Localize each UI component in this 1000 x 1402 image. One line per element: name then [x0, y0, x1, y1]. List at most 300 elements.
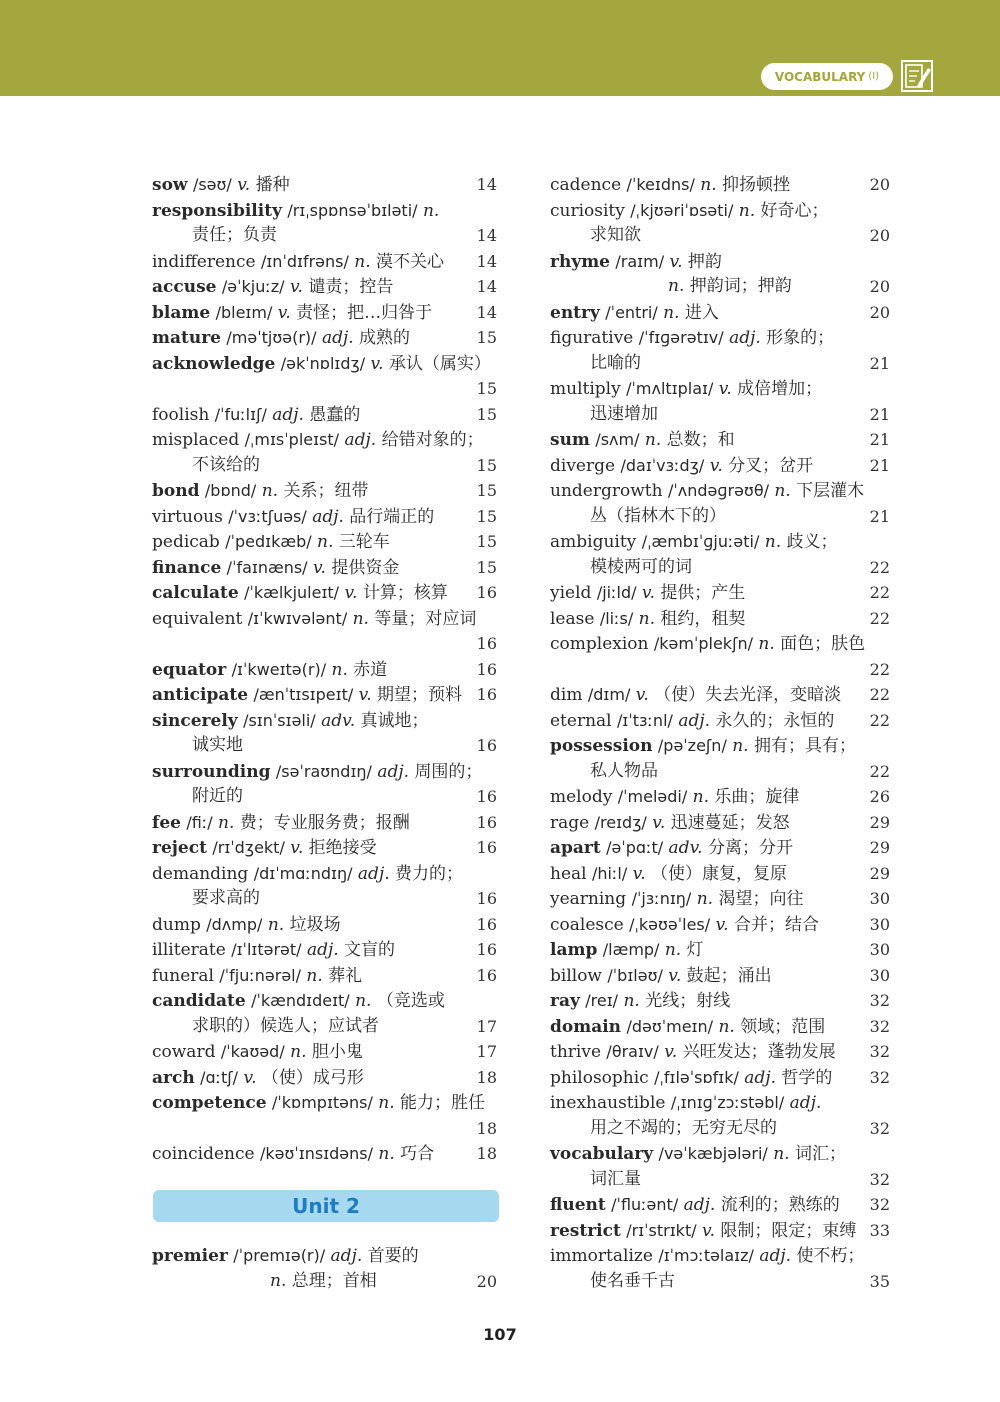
headword: billow: [550, 965, 602, 986]
phonetic: /əˈkjuːz/: [221, 277, 285, 296]
entry-continuation: [550, 351, 890, 377]
definition: 首要的: [367, 1246, 419, 1266]
entry-blame: [152, 300, 497, 326]
phonetic: /sɪnˈsɪəli/: [243, 710, 316, 730]
page-ref: 32: [869, 1067, 890, 1087]
page-ref: 21: [869, 353, 890, 373]
entry-continuation: [550, 1269, 890, 1295]
headword: inexhaustible: [550, 1093, 666, 1113]
page-ref: 26: [869, 787, 890, 806]
right-column: [550, 172, 890, 1294]
definition: 好奇心；: [760, 200, 829, 221]
part-of-speech: n.: [218, 812, 235, 833]
definition: 模棱两可的词: [590, 556, 692, 577]
entry-mature: [152, 325, 497, 351]
headword: acknowledge: [152, 353, 276, 374]
entry-illiterate: [152, 937, 497, 963]
entry-thrive: [550, 1039, 890, 1065]
part-of-speech: v.: [358, 685, 372, 705]
phonetic: /θraɪv/: [606, 1042, 659, 1061]
headword: coward: [152, 1042, 216, 1062]
entry-yearning: [550, 886, 890, 912]
entry-diverge: [550, 453, 890, 479]
entry-continuation: [152, 631, 497, 657]
headword: calculate: [152, 583, 239, 603]
phonetic: /ɑːtʃ/: [200, 1067, 239, 1087]
part-of-speech: v.: [370, 353, 384, 374]
definition: 使不朽；: [796, 1246, 865, 1266]
page-ref: 14: [476, 277, 497, 296]
entry-anticipate: [152, 682, 497, 708]
entry-fluent: [550, 1192, 890, 1218]
headword: responsibility: [152, 200, 282, 221]
part-of-speech: adj.: [729, 328, 761, 348]
entry-continuation: [152, 1269, 497, 1295]
entry-heal: [550, 861, 890, 887]
headword: curiosity: [550, 200, 625, 221]
definition: 兴旺发达；蓬勃发展: [682, 1042, 836, 1062]
part-of-speech: adj.: [344, 430, 377, 450]
headword: melody: [550, 787, 613, 807]
page-ref: 32: [869, 1118, 890, 1138]
phonetic: /ˌkjʊəriˈɒsəti/: [630, 200, 734, 220]
phonetic: /bɒnd/: [204, 481, 257, 500]
part-of-speech: adj.: [759, 1246, 792, 1266]
entry-undergrowth: [550, 478, 890, 504]
entry-eternal: [550, 708, 890, 734]
headword: yearning: [550, 889, 627, 909]
page-ref: 20: [869, 277, 890, 296]
entry-competence: [152, 1090, 497, 1116]
headword: vocabulary: [550, 1144, 654, 1164]
phonetic: /əˈpɑːt/: [606, 838, 664, 857]
entry-figurative: [550, 325, 890, 351]
part-of-speech: v.: [702, 1220, 716, 1241]
entry-melody: [550, 784, 890, 810]
definition: 费力的；: [395, 863, 464, 884]
definition: 赤道: [353, 659, 388, 680]
headword: illiterate: [152, 940, 226, 960]
headword: coalesce: [550, 914, 624, 935]
definition: 不该给的: [192, 454, 260, 475]
phonetic: /ˈfuːlɪʃ/: [214, 404, 267, 424]
headword: undergrowth: [550, 481, 663, 501]
entry-continuation: [550, 657, 890, 683]
definition: 迅速蔓延；发怒: [670, 812, 790, 833]
entry-billow: [550, 963, 890, 989]
entry-surrounding: [152, 759, 497, 785]
page-ref: 32: [869, 1169, 890, 1189]
phonetic: /ˌɪnɪɡˈzɔːstəbl/: [670, 1093, 785, 1112]
page-ref: 22: [869, 557, 890, 577]
entry-yield: [550, 580, 890, 606]
headword: immortalize: [550, 1246, 653, 1266]
phonetic: /ˈfaɪnæns/: [226, 557, 308, 577]
headword: mature: [152, 328, 221, 348]
part-of-speech: n.: [638, 608, 655, 629]
definition: 拒绝接受: [308, 838, 377, 858]
phonetic: /məˈtjʊə(r)/: [226, 328, 317, 347]
headword: premier: [152, 1246, 228, 1266]
phonetic: /rɪˈstrɪkt/: [626, 1220, 697, 1240]
definition: 责怪；把…归咎于: [296, 302, 433, 323]
page-ref: 15: [476, 506, 497, 526]
headword: thrive: [550, 1042, 602, 1062]
definition: 永久的；永恒的: [715, 710, 835, 731]
phonetic: /ˈvɜːtʃuəs/: [228, 506, 307, 526]
headword: restrict: [550, 1220, 621, 1241]
definition: 要求高的: [192, 888, 260, 908]
page-ref: 14: [476, 175, 497, 194]
entry-sum: [550, 427, 890, 453]
headword: ray: [550, 991, 580, 1011]
part-of-speech: v.: [635, 685, 649, 705]
definition: 租约，租契: [660, 608, 746, 629]
definition: 播种: [255, 175, 290, 195]
definition: 分离；分开: [707, 838, 793, 858]
part-of-speech: n.: [355, 991, 372, 1011]
entry-calculate: [152, 580, 497, 606]
definition: 附近的: [192, 786, 243, 806]
part-of-speech: adv.: [668, 838, 703, 858]
phonetic: /ɪˈkweɪtə(r)/: [231, 659, 327, 679]
definition: 漠不关心: [376, 251, 445, 272]
definition: 成熟的: [359, 328, 411, 348]
page-ref: 17: [476, 1016, 497, 1036]
entry-virtuous: [152, 504, 497, 530]
definition: 能力；胜任: [400, 1093, 486, 1113]
part-of-speech: n.: [378, 1093, 395, 1113]
part-of-speech: v.: [669, 251, 683, 272]
entry-domain: [550, 1014, 890, 1040]
entry-complexion: [550, 631, 890, 657]
page-ref: 16: [476, 583, 497, 602]
entry-continuation: [550, 274, 890, 300]
badge-label: VOCABULARY: [774, 69, 866, 84]
part-of-speech: adj.: [683, 1195, 716, 1215]
definition: 押韵: [687, 251, 722, 272]
page-ref: 15: [476, 481, 497, 500]
definition: 提供资金: [331, 557, 400, 578]
phonetic: /ˈkeɪdns/: [626, 175, 695, 194]
entry-sow: [152, 172, 497, 198]
part-of-speech: adj.: [330, 1246, 363, 1266]
definition: 求职的）候选人；应试者: [192, 1015, 379, 1036]
entry-inexhaustible: [550, 1090, 890, 1116]
page-ref: 22: [869, 583, 890, 602]
phonetic: /ˈmelədi/: [617, 787, 688, 806]
part-of-speech: v.: [718, 379, 732, 399]
entry-misplaced: [152, 427, 497, 453]
page-ref: 18: [476, 1118, 497, 1138]
definition: （使）康复，复原: [651, 863, 788, 884]
definition: 渴望；向往: [718, 889, 804, 909]
part-of-speech: n.: [773, 1144, 790, 1164]
entry-finance: [152, 555, 497, 581]
entry-continuation: [152, 453, 497, 479]
page-ref: 15: [476, 379, 497, 398]
headword: pedicab: [152, 532, 220, 552]
entry-foolish: [152, 402, 497, 428]
page-ref: 14: [476, 251, 497, 271]
entry-fee: [152, 810, 497, 836]
headword: sow: [152, 175, 188, 195]
part-of-speech: n.: [354, 251, 371, 272]
page-ref: 15: [476, 328, 497, 347]
page-ref: 20: [869, 302, 890, 322]
entry-pedicab: [152, 529, 497, 555]
headword: surrounding: [152, 761, 271, 782]
entry-continuation: [152, 376, 497, 402]
phonetic: /ˈjɜːnɪŋ/: [631, 889, 692, 908]
definition: 光线；射线: [645, 991, 731, 1011]
phonetic: /rɪˌspɒnsəˈbɪləti/: [287, 200, 418, 220]
entry-dump: [152, 912, 497, 938]
entry-coward: [152, 1039, 497, 1065]
entry-dim: [550, 682, 890, 708]
phonetic: /liːs/: [599, 608, 634, 628]
entry-indifference: [152, 249, 497, 275]
part-of-speech: n.: [774, 481, 791, 501]
page-ref: 20: [476, 1271, 497, 1291]
definition: 品行端正的: [349, 506, 435, 527]
phonetic: /jiːld/: [596, 583, 637, 602]
entry-cadence: [550, 172, 890, 198]
headword: accuse: [152, 277, 217, 297]
headword: yield: [550, 583, 592, 603]
part-of-speech: v.: [344, 583, 358, 603]
left-column: [152, 172, 497, 1167]
headword: sincerely: [152, 710, 238, 731]
phonetic: /ˈʌndəɡrəʊθ/: [667, 481, 769, 500]
definition: 迅速增加: [590, 403, 658, 424]
headword: demanding: [152, 863, 249, 884]
entry-continuation: [550, 1116, 890, 1142]
part-of-speech: n.: [422, 200, 440, 221]
phonetic: /ˈbɪləʊ/: [607, 965, 663, 985]
part-of-speech: v.: [668, 965, 682, 986]
phonetic: /daɪˈvɜːdʒ/: [620, 455, 705, 475]
part-of-speech: v.: [709, 455, 723, 476]
headword: diverge: [550, 455, 616, 476]
page-ref: 29: [869, 812, 890, 832]
part-of-speech: adj.: [312, 506, 344, 527]
part-of-speech: v.: [277, 302, 291, 323]
entry-apart: [550, 835, 890, 861]
part-of-speech: n.: [696, 889, 714, 909]
page-ref: 22: [869, 685, 890, 704]
definition: 私人物品: [590, 760, 658, 781]
page-ref: 15: [476, 532, 497, 551]
notebook-pencil-icon: [900, 59, 934, 93]
entry-continuation: [550, 402, 890, 428]
definition: 求知欲: [590, 225, 641, 245]
part-of-speech: adj.: [744, 1067, 776, 1088]
definition: 面色；肤色: [780, 634, 866, 654]
part-of-speech: v.: [652, 812, 666, 833]
definition: 抑扬顿挫: [722, 175, 791, 195]
page-ref: 15: [476, 557, 497, 577]
unit-heading: Unit 2: [153, 1190, 499, 1222]
definition: 用之不竭的；无穷无尽的: [590, 1117, 777, 1138]
entry-equator: [152, 657, 497, 683]
definition: 总理；首相: [291, 1270, 377, 1291]
headword: blame: [152, 302, 211, 323]
part-of-speech: adj.: [678, 710, 711, 731]
definition: 给错对象的；: [381, 430, 484, 450]
definition: 押韵词；押韵: [689, 276, 792, 296]
phonetic: /ɪˈtɜːnl/: [617, 710, 673, 730]
entry-candidate: [152, 988, 497, 1014]
part-of-speech: v.: [243, 1067, 257, 1088]
definition: 诚实地: [192, 735, 243, 755]
entry-funeral: [152, 963, 497, 989]
headword: funeral: [152, 965, 214, 986]
page-ref: 22: [869, 761, 890, 781]
phonetic: /ˈfɪɡərətɪv/: [638, 328, 724, 347]
phonetic: /ɪˈmɔːtəlaɪz/: [658, 1246, 754, 1265]
phonetic: /rɪˈdʒekt/: [212, 838, 285, 857]
page-ref: 16: [476, 634, 497, 653]
entry-continuation: [550, 759, 890, 785]
definition: 领域；范围: [740, 1016, 826, 1037]
page-ref: 16: [476, 838, 497, 857]
entry-entry: [550, 300, 890, 326]
page-ref: 16: [476, 965, 497, 985]
phonetic: /reɪdʒ/: [594, 812, 647, 832]
unit-2-entries: [152, 1243, 497, 1294]
entry-coincidence: [152, 1141, 497, 1167]
phonetic: /ˌfɪləˈsɒfɪk/: [654, 1067, 739, 1087]
definition: 谴责；控告: [308, 277, 394, 297]
phonetic: /ˌmɪsˈpleɪst/: [244, 430, 340, 449]
entry-equivalent: [152, 606, 497, 632]
definition: 费；专业服务费；报酬: [239, 812, 410, 833]
page-ref: 16: [476, 940, 497, 959]
definition: 巧合: [400, 1144, 435, 1164]
headword: coincidence: [152, 1144, 255, 1164]
headword: entry: [550, 302, 600, 323]
phonetic: /ˈkændɪdeɪt/: [251, 991, 350, 1010]
part-of-speech: n.: [261, 481, 279, 501]
entry-rhyme: [550, 249, 890, 275]
phonetic: /ˈmʌltɪplaɪ/: [626, 379, 714, 398]
part-of-speech: n.: [764, 532, 782, 552]
definition: 乐曲；旋律: [714, 787, 800, 807]
entry-ray: [550, 988, 890, 1014]
page-ref: 30: [869, 914, 890, 934]
entry-continuation: [550, 223, 890, 249]
definition: 关系；纽带: [283, 481, 369, 501]
phonetic: /ɪˈkwɪvələnt/: [247, 608, 348, 628]
definition: 承认（属实）: [388, 353, 491, 374]
definition: 使名垂千古: [590, 1270, 675, 1291]
part-of-speech: n.: [644, 430, 662, 450]
phonetic: /fiː/: [186, 812, 213, 832]
phonetic: /dɪm/: [587, 685, 631, 704]
phonetic: /bleɪm/: [215, 302, 273, 322]
part-of-speech: adj.: [789, 1093, 822, 1113]
headword: indifference: [152, 251, 256, 272]
headword: sum: [550, 430, 590, 450]
entry-accuse: [152, 274, 497, 300]
page-ref: 21: [869, 506, 890, 526]
definition: 歧义；: [786, 532, 838, 552]
definition: 哲学的: [781, 1067, 833, 1088]
page-ref: 22: [869, 659, 890, 679]
phonetic: /ˈentri/: [605, 302, 658, 322]
definition: 提供；产生: [660, 583, 746, 603]
phonetic: /ˌkəʊəˈles/: [629, 914, 711, 934]
part-of-speech: n.: [718, 1016, 735, 1037]
entry-premier: [152, 1243, 497, 1269]
part-of-speech: adj.: [357, 863, 390, 884]
page-ref: 16: [476, 659, 497, 679]
headword: candidate: [152, 991, 246, 1011]
page-ref: 16: [476, 889, 497, 908]
page-ref: 20: [869, 226, 890, 245]
entry-continuation: [152, 1014, 497, 1040]
definition: 周围的；: [414, 761, 483, 782]
phonetic: /ˈkɒmpɪtəns/: [271, 1093, 373, 1112]
entry-coalesce: [550, 912, 890, 938]
definition: 词汇量: [590, 1168, 641, 1189]
part-of-speech: n.: [758, 634, 775, 654]
page-ref: 30: [869, 889, 890, 908]
definition: 合并；结合: [733, 914, 819, 935]
page-ref: 14: [476, 226, 497, 245]
definition: （使）成弓形: [261, 1067, 364, 1088]
definition: 三轮车: [338, 532, 390, 552]
phonetic: /dəʊˈmeɪn/: [626, 1016, 714, 1036]
section-badge: [761, 63, 893, 90]
entry-lamp: [550, 937, 890, 963]
definition: 文盲的: [344, 940, 396, 960]
part-of-speech: adj.: [377, 761, 410, 782]
entry-sincerely: [152, 708, 497, 734]
part-of-speech: n.: [732, 736, 749, 756]
page-ref: 20: [869, 175, 890, 194]
definition: 分叉；岔开: [728, 455, 814, 476]
entry-bond: [152, 478, 497, 504]
entry-curiosity: [550, 198, 890, 224]
headword: anticipate: [152, 685, 249, 705]
page-ref: 21: [869, 430, 890, 449]
entry-ambiguity: [550, 529, 890, 555]
page-ref: 22: [869, 710, 890, 730]
part-of-speech: v.: [641, 583, 655, 603]
part-of-speech: n.: [331, 659, 348, 680]
entry-responsibility: [152, 198, 497, 224]
phonetic: /vəˈkæbjələri/: [658, 1144, 768, 1163]
headword: equivalent: [152, 608, 243, 629]
part-of-speech: n.: [663, 302, 680, 323]
definition: 拥有；具有；: [754, 736, 856, 756]
entry-continuation: [550, 555, 890, 581]
phonetic: /ˌæmbɪˈɡjuːəti/: [641, 532, 760, 551]
definition: 成倍增加；: [737, 379, 823, 399]
page-ref: 17: [476, 1042, 497, 1061]
definition: 鼓起；涌出: [686, 965, 772, 986]
page-ref: 32: [869, 1195, 890, 1214]
headword: bond: [152, 481, 200, 501]
part-of-speech: n.: [623, 991, 640, 1011]
headword: complexion: [550, 634, 649, 654]
definition: （竞选或: [376, 991, 445, 1011]
entry-possession: [550, 733, 890, 759]
badge-sub: (I): [868, 71, 880, 82]
phonetic: /ˈkaʊəd/: [220, 1042, 285, 1061]
